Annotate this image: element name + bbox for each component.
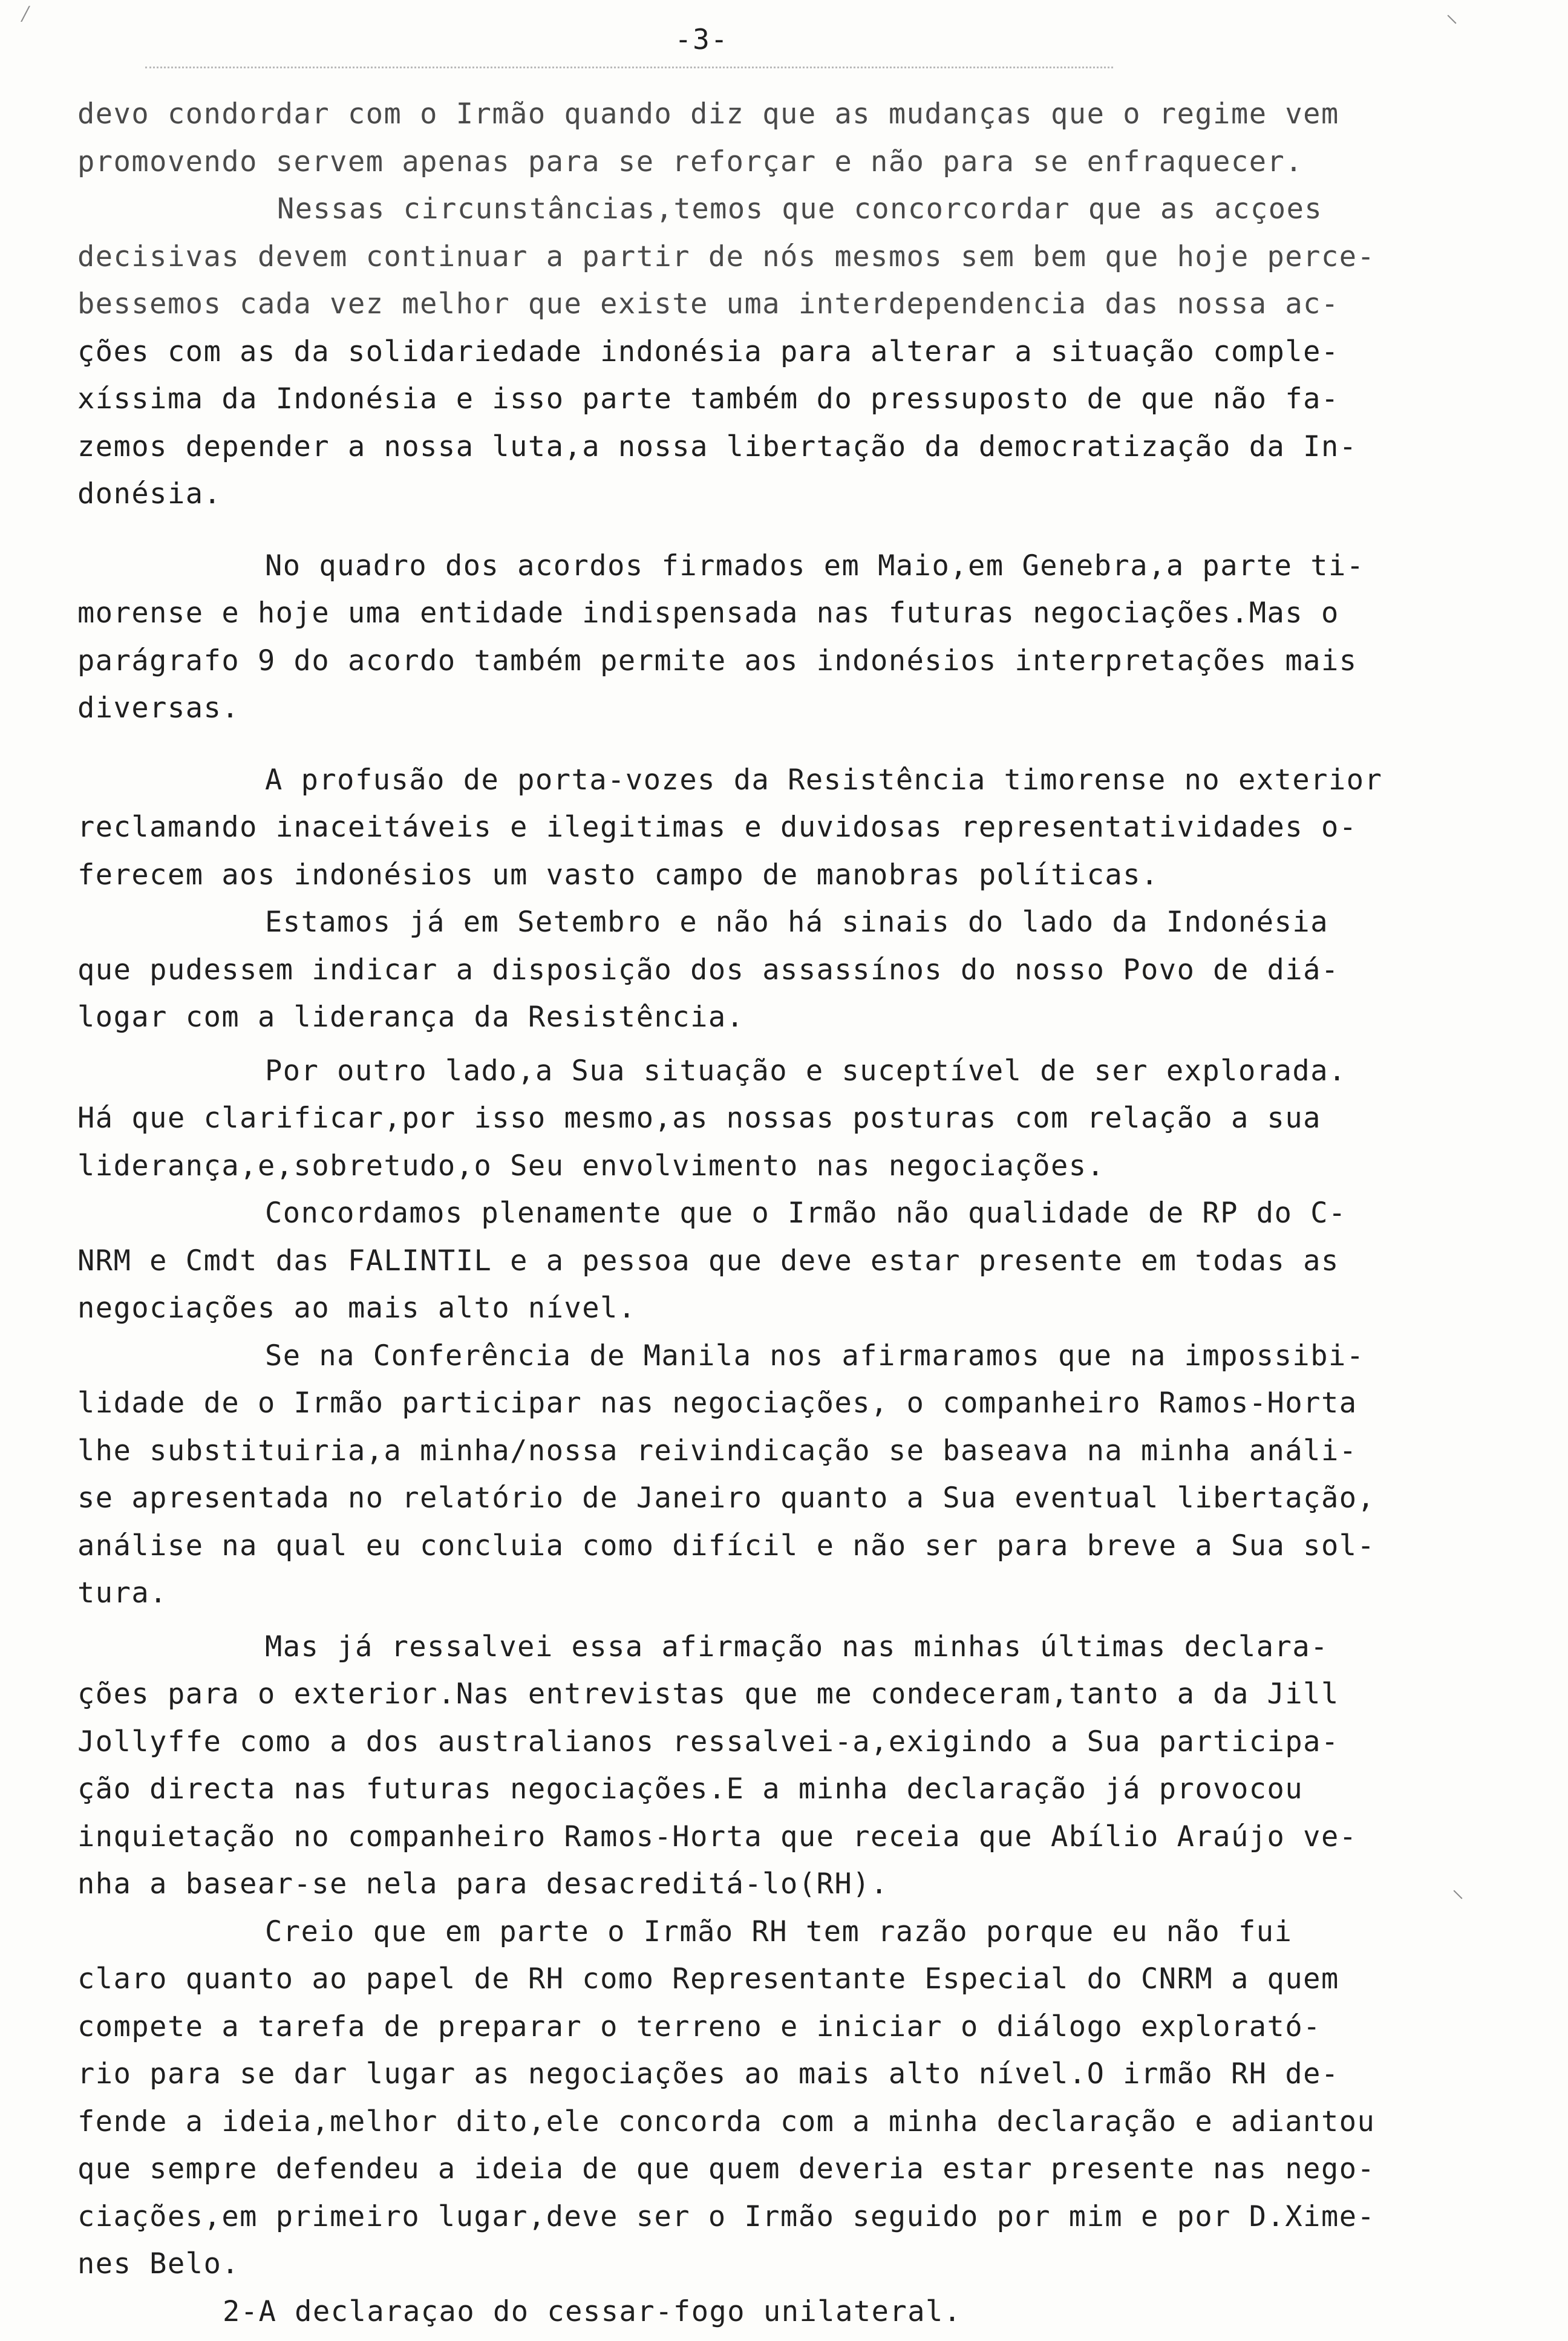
text-line: se apresentada no relatório de Janeiro quanto a Sua eventual libertação, <box>77 1481 1376 1515</box>
paragraph <box>77 91 1445 186</box>
text-line: Nessas circunstâncias,temos que concorcordar que as acçoes <box>277 192 1323 226</box>
text-line: Por outro lado,a Sua situação e suceptível de ser explorada. <box>265 1054 1347 1088</box>
text-line: No quadro dos acordos firmados em Maio,em Genebra,a parte ti- <box>265 549 1365 583</box>
text-line: ciações,em primeiro lugar,deve ser o Irmão seguido por mim e por D.Xime- <box>77 2199 1376 2233</box>
text-line: tura. <box>77 1576 168 1610</box>
text-line: zemos depender a nossa luta,a nossa libertação da democratização da In- <box>77 429 1357 463</box>
scan-mark: ⸌ <box>1452 1886 1464 1913</box>
spacer <box>77 733 1445 757</box>
paragraph <box>77 1333 1445 1618</box>
text-line: lidade de o Irmão participar nas negociações, o companheiro Ramos-Horta <box>77 1386 1357 1420</box>
text-line: lhe substituiria,a minha/nossa reivindicação se baseava na minha análi- <box>77 1434 1357 1468</box>
text-line: promovendo servem apenas para se reforçar e não para se enfraquecer. <box>77 145 1304 178</box>
text-line: negociações ao mais alto nível. <box>77 1291 636 1325</box>
text-line: análise na qual eu concluia como difícil e não ser para breve a Sua sol- <box>77 1529 1376 1562</box>
paragraph <box>77 186 1445 518</box>
spacer <box>77 1618 1445 1624</box>
text-line: parágrafo 9 do acordo também permite aos indonésios interpretações mais <box>77 644 1357 677</box>
paragraph <box>77 1908 1445 2288</box>
header-divider <box>145 67 1113 68</box>
text-line: Concordamos plenamente que o Irmão não qualidade de RP do C- <box>265 1197 1347 1230</box>
section-heading: 2-A declaraçao do cessar-fogo unilateral. <box>223 2294 962 2328</box>
text-line: diversas. <box>77 691 240 725</box>
text-line: claro quanto ao papel de RH como Representante Especial do CNRM a quem <box>77 1962 1339 1996</box>
text-line: Creio que em parte o Irmão RH tem razão porque eu não fui <box>265 1915 1293 1948</box>
text-line: Há que clarificar,por isso mesmo,as nossas posturas com relação a sua <box>77 1102 1321 1135</box>
text-line: ferecem aos indonésios um vasto campo de manobras políticas. <box>77 858 1159 892</box>
scan-mark: ⁄ <box>18 0 33 28</box>
scan-mark: ⸌ <box>1446 10 1458 38</box>
paragraph <box>77 757 1445 900</box>
text-line: rio para se dar lugar as negociações ao mais alto nível.O irmão RH de- <box>77 2057 1339 2091</box>
text-line: liderança,e,sobretudo,o Seu envolvimento nas negociações. <box>77 1149 1105 1183</box>
spacer <box>77 1042 1445 1048</box>
text-line: devo condordar com o Irmão quando diz que as mudanças que o regime vem <box>77 97 1339 131</box>
text-line: bessemos cada vez melhor que existe uma interdependencia das nossa ac- <box>77 287 1339 321</box>
text-line: morense e hoje uma entidade indispensada nas futuras negociações.Mas o <box>77 596 1339 630</box>
text-line: ção directa nas futuras negociações.E a minha declaração já provocou <box>77 1772 1304 1806</box>
text-line: ções com as da solidariedade indonésia para alterar a situação comple- <box>77 335 1339 368</box>
text-line: Mas já ressalvei essa afirmação nas minhas últimas declara- <box>265 1630 1328 1664</box>
text-line: que sempre defendeu a ideia de que quem deveria estar presente nas nego- <box>77 2152 1376 2186</box>
paragraph <box>77 543 1445 733</box>
text-line: decisivas devem continuar a partir de nós mesmos sem bem que hoje perce- <box>77 240 1376 273</box>
text-line: nha a basear-se nela para desacreditá-lo(RH). <box>77 1867 889 1901</box>
document-body <box>77 91 1445 2336</box>
text-line: Jollyffe como a dos australianos ressalvei-a,exigindo a Sua participa- <box>77 1725 1339 1758</box>
text-line: A profusão de porta-vozes da Resistência timorense no exterior <box>265 763 1383 797</box>
paragraph <box>77 899 1445 1042</box>
paragraph <box>77 1190 1445 1333</box>
paragraph <box>77 1624 1445 1908</box>
spacer <box>77 518 1445 543</box>
text-line: donésia. <box>77 477 222 511</box>
text-line: Se na Conferência de Manila nos afirmaramos que na impossibi- <box>265 1339 1365 1373</box>
text-line: xíssima da Indonésia e isso parte também do pressuposto de que não fa- <box>77 382 1339 416</box>
text-line: inquietação no companheiro Ramos-Horta que receia que Abílio Araújo ve- <box>77 1820 1357 1853</box>
text-line: ções para o exterior.Nas entrevistas que me condeceram,tanto a da Jill <box>77 1677 1339 1711</box>
text-line: compete a tarefa de preparar o terreno e iniciar o diálogo explorató- <box>77 2010 1321 2043</box>
text-line: NRM e Cmdt das FALINTIL e a pessoa que deve estar presente em todas as <box>77 1244 1339 1278</box>
page-number: -3- <box>675 23 729 56</box>
text-line: logar com a liderança da Resistência. <box>77 1001 745 1034</box>
text-line: Estamos já em Setembro e não há sinais do lado da Indonésia <box>265 906 1328 939</box>
text-line: fende a ideia,melhor dito,ele concorda com a minha declaração e adiantou <box>77 2104 1376 2138</box>
text-line: reclamando inaceitáveis e ilegitimas e duvidosas representatividades o- <box>77 811 1357 844</box>
paragraph <box>77 1048 1445 1190</box>
text-line: que pudessem indicar a disposição dos assassínos do nosso Povo de diá- <box>77 953 1339 987</box>
text-line: nes Belo. <box>77 2247 240 2281</box>
